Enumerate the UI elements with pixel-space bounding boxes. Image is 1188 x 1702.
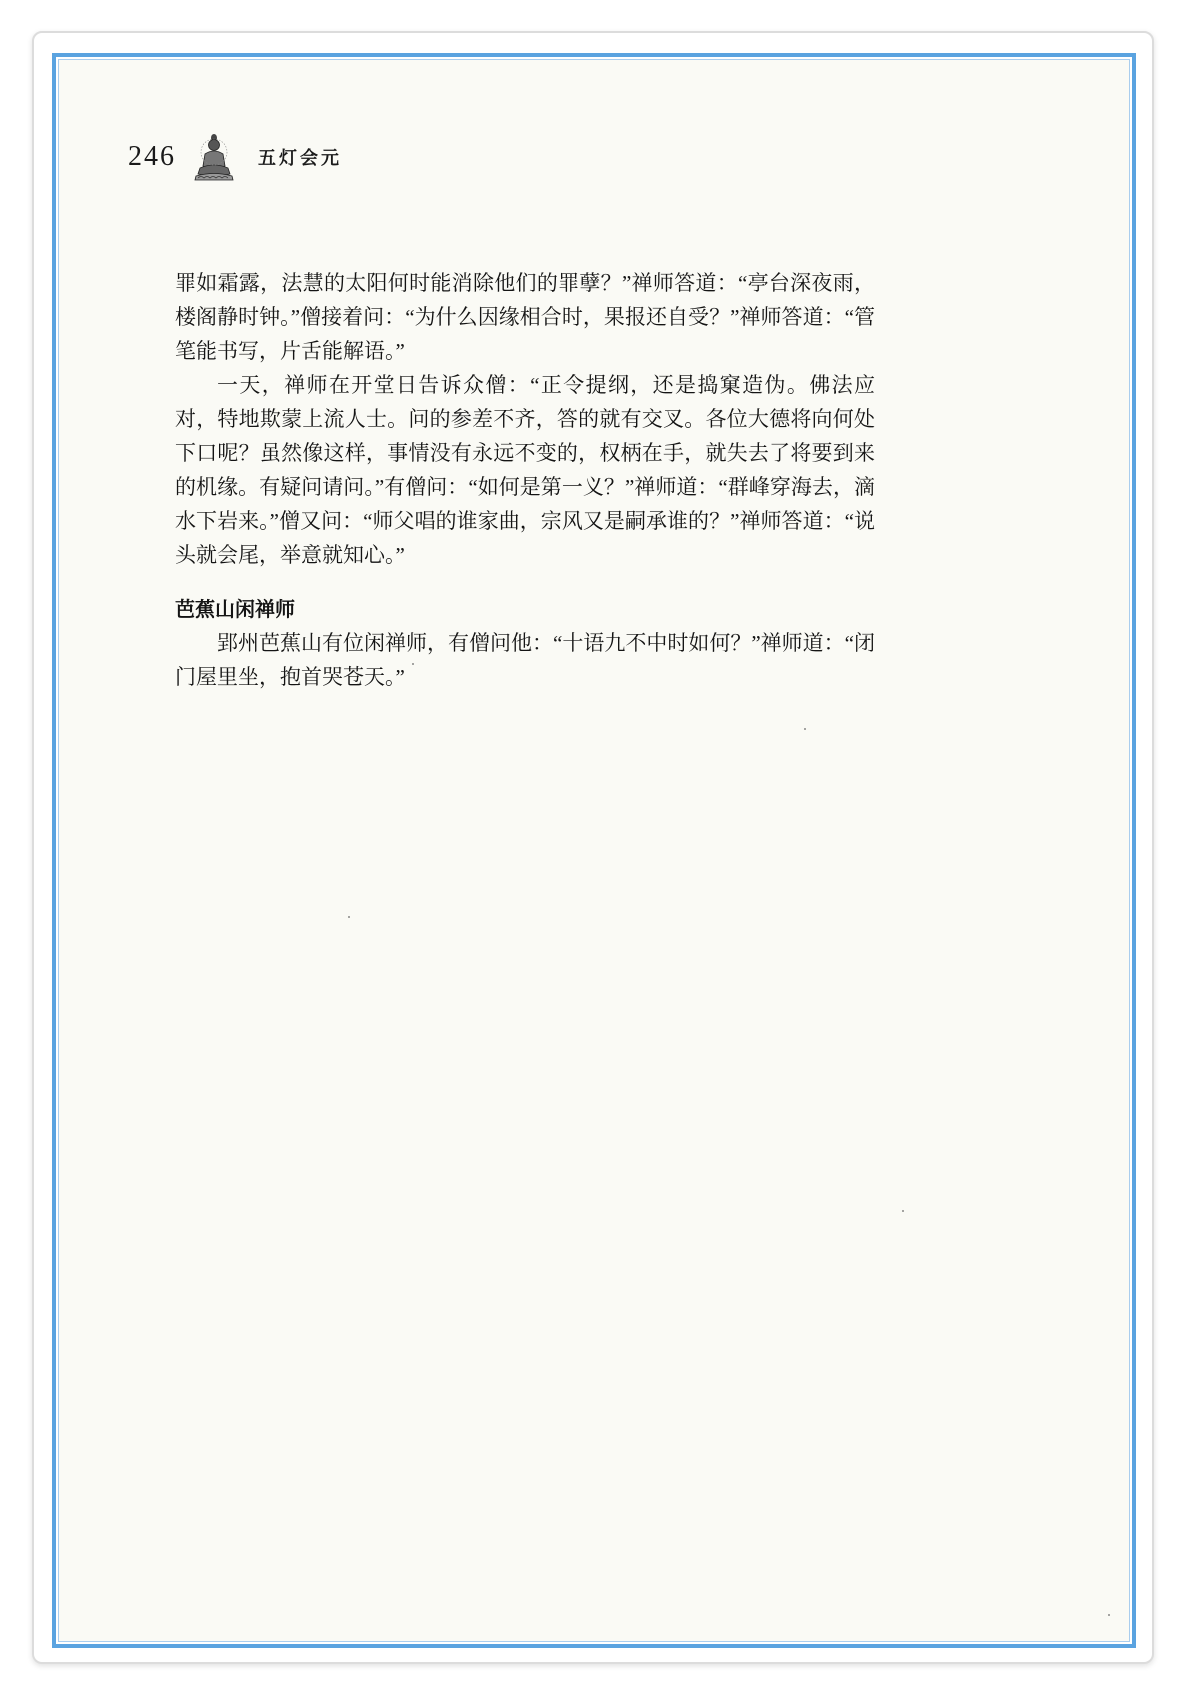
scan-speck xyxy=(902,1210,904,1212)
paragraph-1: 罪如霜露，法慧的太阳何时能消除他们的罪孽？”禅师答道：“亭台深夜雨，楼阁静时钟。”僧接着问：“为什么因缘相合时，果报还自受？”禅师答道：“管笔能书写，片舌能解语。” xyxy=(175,271,875,363)
scan-speck xyxy=(348,916,350,918)
body-text xyxy=(175,266,875,694)
section-heading: 芭蕉山闲禅师 xyxy=(175,597,295,621)
page-header xyxy=(128,132,342,182)
scan-speck xyxy=(412,663,414,665)
page-number: 246 xyxy=(128,141,176,172)
paragraph-2: 一天，禅师在开堂日告诉众僧：“正令提纲，还是捣窠造伪。佛法应对，特地欺蒙上流人士。问的参差不齐，答的就有交叉。各位大德将向何处下口呢？虽然像这样，事情没有永远不变的，权柄在手，就失去了将要到来的机缘。有疑问请问。”有僧问：“如何是第一义？”禅师道：“群峰穿海去，滴水下岩来。”僧又问：“师父唱的谁家曲，宗风又是嗣承谁的？”禅师答道：“说头就会尾，举意就知心。” xyxy=(175,373,875,567)
paragraph-3: 郢州芭蕉山有位闲禅师，有僧问他：“十语九不中时如何？”禅师道：“闭门屋里坐，抱首哭苍天。” xyxy=(175,631,875,689)
scan-speck xyxy=(1108,1614,1110,1616)
buddha-icon xyxy=(192,132,236,182)
scan-speck xyxy=(804,728,806,730)
book-title: 五灯会元 xyxy=(258,148,342,168)
